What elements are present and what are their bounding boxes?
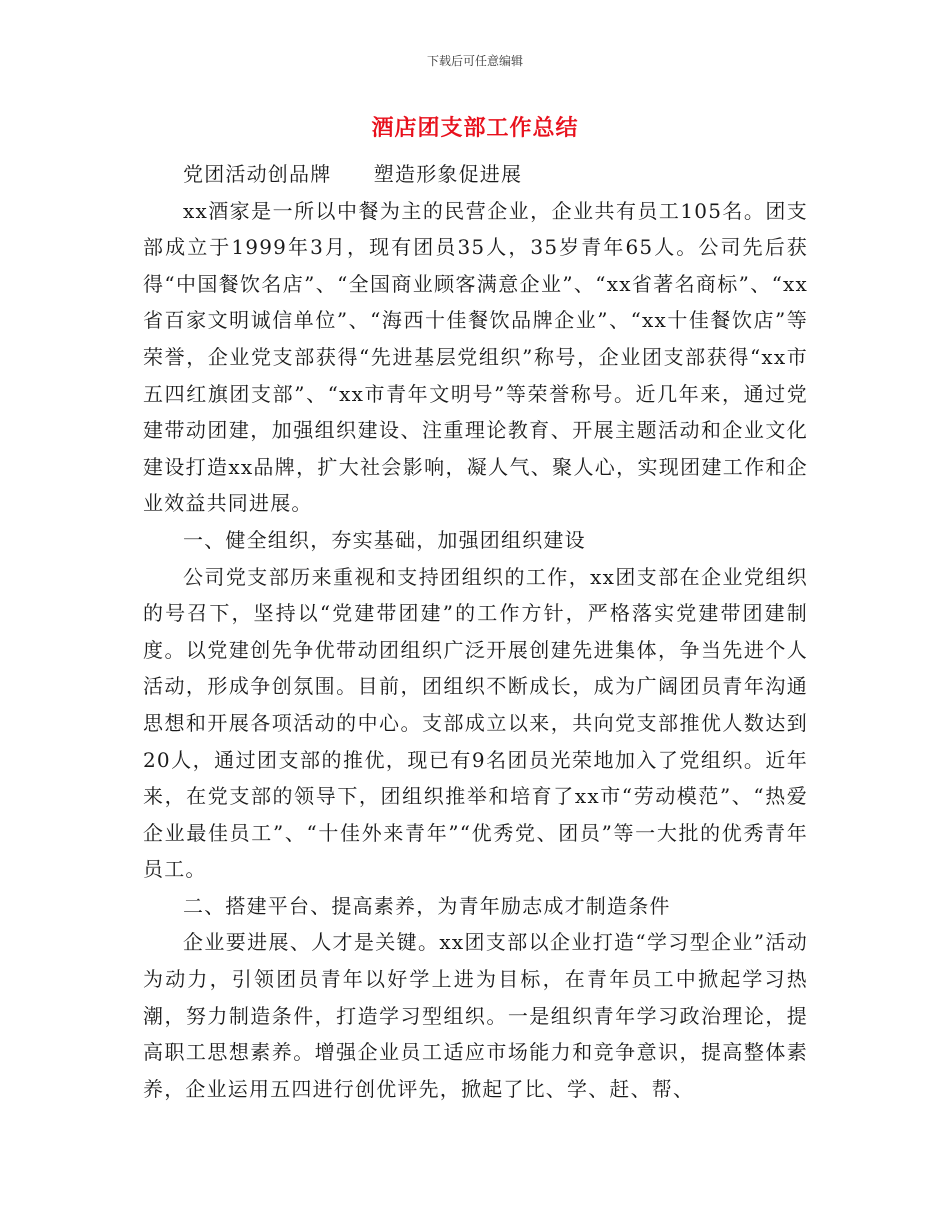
subtitle-paragraph: 党团活动创品牌 塑造形象促进展 bbox=[183, 162, 523, 186]
document-title: 酒店团支部工作总结 bbox=[371, 115, 579, 141]
document-body bbox=[143, 156, 808, 1107]
intro-paragraph: xx酒家是一所以中餐为主的民营企业，企业共有员工105名。团支部成立于1999年3月，现有团员35人，35岁青年65人。公司先后获得“中国餐饮名店”、“全国商业顾客满意企业”、“xx省著名商标”、“xx省百家文明诚信单位”、“海西十佳餐饮品牌企业”、“xx十佳餐饮店”等荣誉，企业党支部获得“先进基层党组织”称号，企业团支部获得“xx市五四红旗团支部”、“xx市青年文明号”等荣誉称号。近几年来，通过党建带动团建，加强组织建设、注重理论教育、开展主题活动和企业文化建设打造xx品牌，扩大社会影响，凝人气、聚人心，实现团建工作和企业效益共同进展。 bbox=[143, 198, 808, 516]
page-header: 下载后可任意编辑 bbox=[426, 54, 523, 68]
section-1-paragraph: 公司党支部历来重视和支持团组织的工作，xx团支部在企业党组织的号召下，坚持以“党建带团建”的工作方针，严格落实党建带团建制度。以党建创先争优带动团组织广泛开展创建先进集体，争当先进个人活动，形成争创氛围。目前，团组织不断成长，成为广阔团员青年沟通思想和开展各项活动的中心。支部成立以来，共向党支部推优人数达到20人，通过团支部的推优，现已有9名团员光荣地加入了党组织。近年来，在党支部的领导下，团组织推举和培育了xx市“劳动模范”、“热爱企业最佳员工”、“十佳外来青年”“优秀党、团员”等一大批的优秀青年员工。 bbox=[143, 564, 808, 882]
section-2-paragraph: 企业要进展、人才是关键。xx团支部以企业打造“学习型企业”活动为动力，引领团员青年以好学上进为目标，在青年员工中掀起学习热潮，努力制造条件，打造学习型组织。一是组织青年学习政治理论，提高职工思想素养。增强企业员工适应市场能力和竞争意识，提高整体素养，企业运用五四进行创优评先，掀起了比、学、赶、帮、 bbox=[143, 930, 808, 1101]
section-heading-2: 二、搭建平台、提高素养，为青年励志成才制造条件 bbox=[183, 893, 671, 918]
section-heading-1: 一、健全组织，夯实基础，加强团组织建设 bbox=[183, 527, 586, 552]
